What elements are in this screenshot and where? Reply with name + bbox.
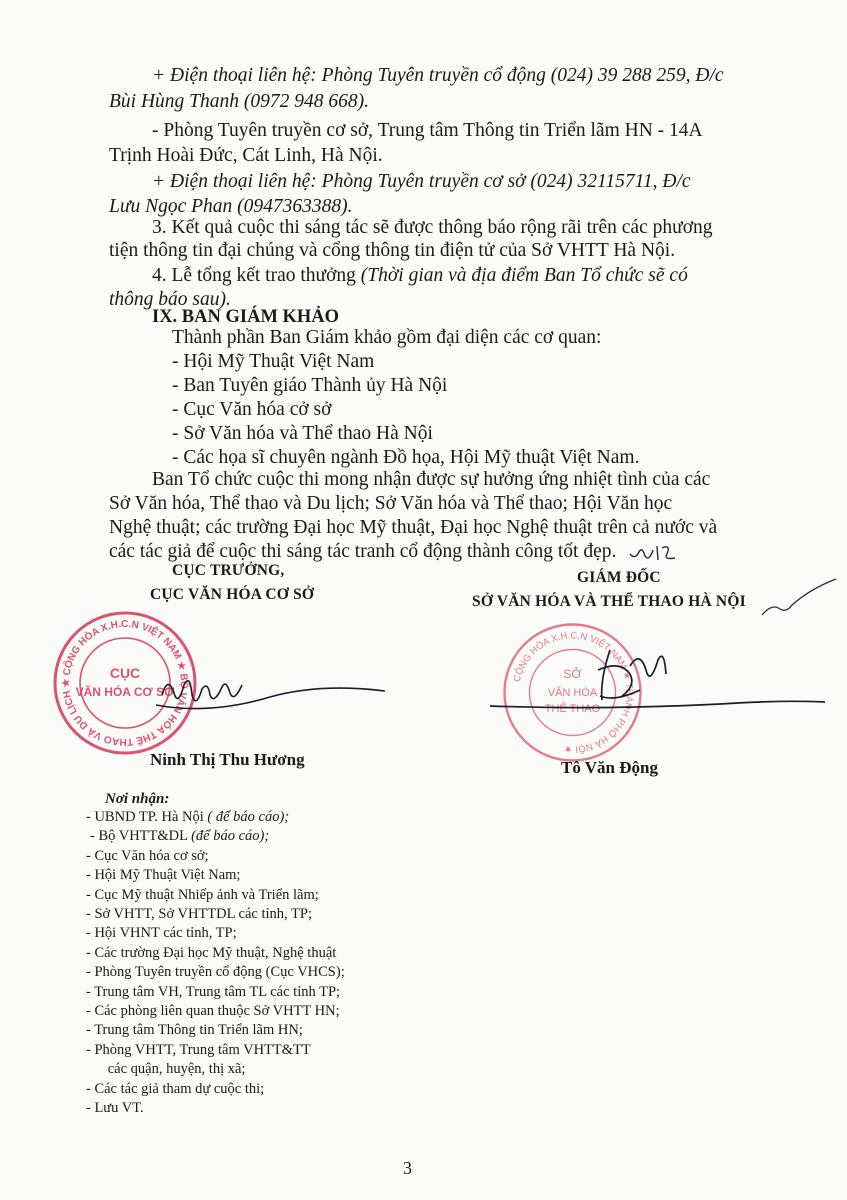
recipient-item: - Các trường Đại học Mỹ thuật, Nghệ thuật [86, 944, 337, 961]
recipient-item: - Trung tâm Thông tin Triển lãm HN; [86, 1022, 303, 1039]
ceremony-note-cont: thông báo sau). [109, 289, 231, 310]
result-paragraph-cont: tiện thông tin đại chúng và cổng thông tin điện tử của Sở VHTT Hà Nội. [109, 240, 676, 261]
left-stamp-center-1: CỤC [109, 665, 141, 681]
closing-line: Sở Văn hóa, Thể thao và Du lịch; Sở Văn hóa và Thể thao; Hội Văn học [109, 493, 673, 514]
recipient-item: - Phòng VHTT, Trung tâm VHTT&TT [86, 1041, 311, 1058]
jury-item: - Cục Văn hóa cở sở [172, 399, 332, 420]
jury-item: - Các họa sĩ chuyên ngành Đồ họa, Hội Mỹ thuật Việt Nam. [172, 447, 640, 468]
jury-intro: Thành phần Ban Giám khảo gồm đại diện các cơ quan: [172, 327, 602, 348]
office-line-2-cont: Trịnh Hoài Đức, Cát Linh, Hà Nội. [109, 145, 383, 166]
ceremony-lead: 4. Lễ tổng kết trao thưởng [152, 265, 361, 286]
contact-line-1-cont: Bùi Hùng Thanh (0972 948 668). [109, 91, 369, 112]
left-signer-org: CỤC VĂN HÓA CƠ SỞ [150, 586, 315, 603]
recipient-item: - Hội VHNT các tỉnh, TP; [86, 925, 237, 942]
recipient-item: - Các tác giả tham dự cuộc thi; [86, 1080, 265, 1097]
left-stamp-ring-text: CỘNG HÒA X.H.C.N VIỆT NAM ★ BỘ VĂN HÓA THỂ THAO VÀ DU LỊCH ★ [60, 618, 190, 748]
recipient-item: - Trung tâm VH, Trung tâm TL các tỉnh TP; [86, 983, 341, 1000]
ceremony-note: (Thời gian và địa điểm Ban Tổ chức sẽ có [360, 265, 688, 286]
signature-flourish [760, 575, 840, 625]
recipient-item: - Bộ VHTT&DL (để báo cáo); [90, 828, 270, 845]
right-handwritten-signature [480, 630, 830, 730]
recipient-item: - Lưu VT. [86, 1100, 144, 1117]
left-handwritten-signature [150, 665, 390, 725]
section-heading: IX. BAN GIÁM KHẢO [152, 307, 340, 327]
recipient-item: - Hội Mỹ Thuật Việt Nam; [86, 867, 241, 884]
office-line-2: - Phòng Tuyên truyền cơ sở, Trung tâm Thông tin Triển lãm HN - 14A [152, 120, 703, 141]
jury-item: - Hội Mỹ Thuật Việt Nam [172, 351, 375, 372]
left-signer-name: Ninh Thị Thu Hương [150, 750, 305, 769]
recipients-list [86, 808, 345, 1119]
recipient-item: - Sở VHTT, Sở VHTTDL các tỉnh, TP; [86, 906, 312, 923]
recipient-item: - UBND TP. Hà Nội ( để báo cáo); [86, 809, 290, 825]
closing-line: các tác giả để cuộc thi sáng tác tranh cổ động thành công tốt đẹp. [109, 541, 617, 562]
jury-item: - Ban Tuyên giáo Thành ủy Hà Nội [172, 375, 448, 396]
contact-line-2: + Điện thoại liên hệ: Phòng Tuyên truyền cơ sở (024) 32115711, Đ/c [152, 171, 691, 192]
right-signer-name: Tô Văn Động [561, 758, 658, 777]
right-signer-org: SỞ VĂN HÓA VÀ THỂ THAO HÀ NỘI [472, 593, 746, 610]
closing-line: Ban Tổ chức cuộc thi mong nhận được sự hưởng ứng nhiệt tình của các [152, 469, 711, 490]
handwritten-initial [627, 538, 682, 566]
jury-item: - Sở Văn hóa và Thể thao Hà Nội [172, 423, 433, 444]
recipient-item: - Phòng Tuyên truyền cổ động (Cục VHCS); [86, 964, 345, 981]
left-signer-title: CỤC TRƯỞNG, [172, 562, 285, 579]
right-stamp-center-3: THỂ THAO [544, 703, 601, 715]
page-number: 3 [403, 1158, 412, 1178]
recipient-item: - Các phòng liên quan thuộc Sở VHTT HN; [86, 1003, 340, 1020]
right-signer-title: GIÁM ĐỐC [577, 569, 661, 586]
contact-line-2-cont: Lưu Ngọc Phan (0947363388). [109, 196, 353, 217]
recipient-item: các quận, huyện, thị xã; [86, 1061, 246, 1078]
ceremony-paragraph [152, 264, 688, 288]
recipient-item: - Cục Mỹ thuật Nhiếp ảnh và Triển lãm; [86, 886, 319, 903]
right-stamp-center-1: SỞ [563, 667, 582, 681]
recipients-heading: Nơi nhận: [105, 791, 170, 807]
closing-line: Nghệ thuật; các trường Đại học Mỹ thuật, Đại học Nghệ thuật trên cả nước và [109, 517, 718, 538]
left-stamp-center-2: VĂN HÓA CƠ SỞ [75, 685, 175, 699]
contact-line-1: + Điện thoại liên hệ: Phòng Tuyên truyền cổ động (024) 39 288 259, Đ/c [152, 65, 724, 86]
result-paragraph: 3. Kết quả cuộc thi sáng tác sẽ được thông báo rộng rãi trên các phương [152, 217, 713, 238]
recipient-item: - Cục Văn hóa cơ sở; [86, 847, 209, 864]
right-stamp-ring-text: CỘNG HÒA X.H.C.N VIỆT NAM ★ THÀNH PHỐ HÀ NỘI ★ [511, 630, 635, 755]
right-stamp-center-2: VĂN HÓA [547, 687, 598, 699]
